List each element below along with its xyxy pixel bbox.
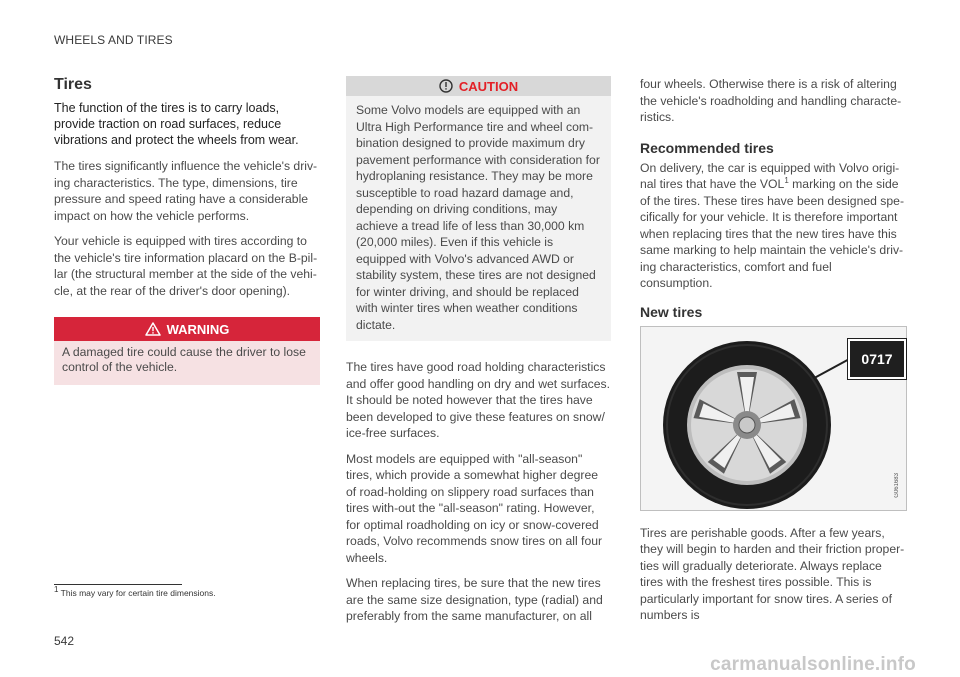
paragraph-recommended xyxy=(640,160,907,292)
caution-text: Some Volvo models are equipped with an Ultra High Performance tire and wheel com-bination designed to provide maximum dry pavement performance with consideration for hydroplaning resistance. They may be more susceptible to road hazard damage and, depending on driving conditions, may achieve a tread life of less than 30,000 km (20,000 miles). Even if this vehicle is equipped with Volvo's advanced AWD or stability system, these tires are not designed for winter driving, and should be replaced with winter tires when weather conditions dictate. xyxy=(356,103,600,332)
paragraph: Most models are equipped with "all-season" tires, which provide a somewhat higher degree of road-holding on slippery road surfaces than tires with-out the "all-season" rating. However, for optimal roadholding on icy or snow-covered roads, Volvo recommends snow tires on all four wheels. xyxy=(346,451,603,565)
exclamation-circle-icon xyxy=(439,79,453,93)
watermark: carmanualsonline.info xyxy=(710,654,916,675)
tire-illustration xyxy=(640,326,907,511)
paragraph: Tires are perishable goods. After a few years, they will begin to harden and their friction proper-ties will gradually deteriorate. Always replace tires with the freshest tires possible. This is particularly important for snow tires. A series of numbers is xyxy=(640,525,905,622)
column-3 xyxy=(640,76,907,633)
warning-header xyxy=(54,317,320,341)
caution-label: CAUTION xyxy=(458,78,519,94)
footnote-text: This may vary for certain tire dimensions. xyxy=(58,588,216,598)
paragraph: The tires have good road holding characteristics and offer good handling on dry and wet surfaces. It should be noted however that the tires have been developed to give these features on snow/ ice-free surfaces. xyxy=(346,360,611,440)
column-1 xyxy=(54,76,320,385)
warning-triangle-icon xyxy=(145,322,161,336)
footnote xyxy=(54,585,216,598)
text-span: On delivery, the car is equipped with Volvo origi-nal tires that have the VOL xyxy=(640,160,900,191)
figure-callout-label: 0717 xyxy=(848,339,906,379)
footnote-mark: 1 xyxy=(54,585,59,595)
warning-label: WARNING xyxy=(166,321,230,337)
figure-code: G061683 xyxy=(894,472,900,498)
warning-box xyxy=(54,317,320,385)
intro-paragraph: The function of the tires is to carry loads, provide traction on road surfaces, reduce vibrations and protect the wheels from wear. xyxy=(54,101,299,147)
footnote-ref: 1 xyxy=(784,175,789,185)
page-title: Tires xyxy=(54,76,92,93)
page-number: 542 xyxy=(54,634,75,648)
paragraph: Your vehicle is equipped with tires according to the vehicle's tire information placard on the B-pil-lar (the structural member at the side of the vehi-cle, at the rear of the driver's door opening). xyxy=(54,234,318,298)
text-span: marking on the side of the tires. These tires have been designed spe-cifically for your vehicle. It is therefore important when replacing tires that the new tires have this same marking to help maintain the vehicle's driv-ing characteristics, comfort and fuel consumption. xyxy=(640,177,905,290)
paragraph: The tires significantly influence the vehicle's driv-ing characteristics. The type, dimensions, tire pressure and speed rating have a considerable impact on how the vehicle performs. xyxy=(54,159,318,223)
paragraph: When replacing tires, be sure that the new tires are the same size designation, type (radial) and preferably from the same manufacturer, on all xyxy=(346,576,603,623)
column-2 xyxy=(346,76,611,634)
caution-box xyxy=(346,76,611,341)
section-title-recommended: Recommended tires xyxy=(640,139,774,156)
footnote-divider xyxy=(54,584,182,585)
section-title-new-tires: New tires xyxy=(640,303,703,320)
section-header: WHEELS AND TIRES xyxy=(54,33,173,47)
paragraph: four wheels. Otherwise there is a risk of altering the vehicle's roadholding and handling characte-ristics. xyxy=(640,77,902,124)
caution-header xyxy=(346,76,611,96)
warning-text: A damaged tire could cause the driver to lose control of the vehicle. xyxy=(62,345,306,374)
